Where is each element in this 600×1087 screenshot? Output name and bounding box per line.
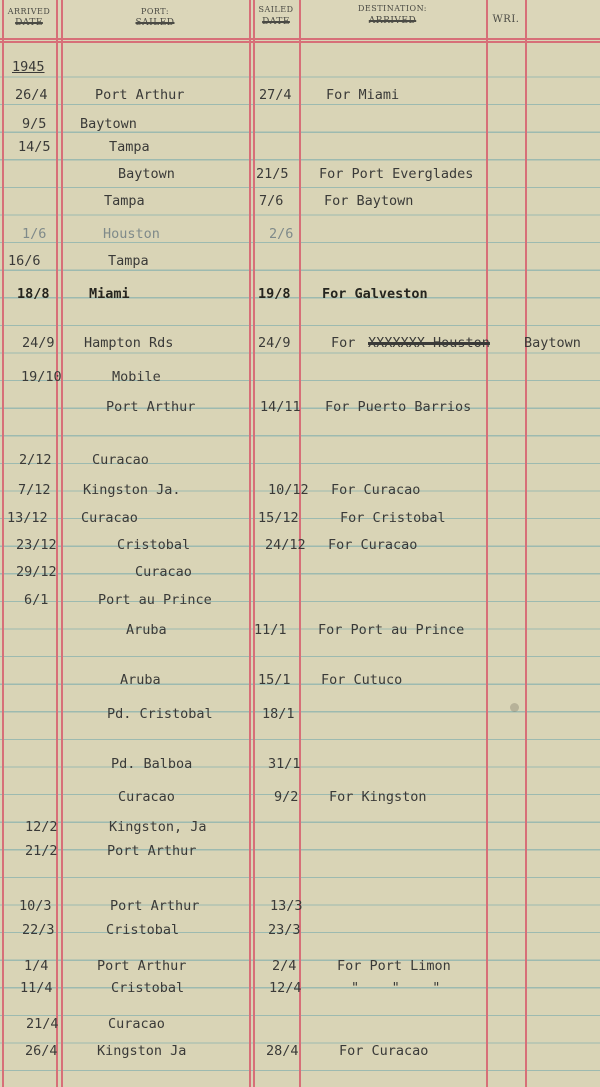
sailed-date: 23/3 (268, 922, 301, 938)
port-name: Port au Prince (98, 592, 212, 608)
port-name: Port Arthur (106, 399, 196, 415)
destination: For Curacao (339, 1043, 429, 1059)
sailed-date: 28/4 (266, 1043, 299, 1059)
arrived-date: 26/4 (15, 87, 48, 103)
table-row (0, 816, 600, 838)
table-row (0, 840, 600, 862)
arrived-date: 29/12 (16, 564, 57, 580)
sailed-date: 15/1 (258, 672, 291, 688)
sailed-date: 7/6 (259, 193, 284, 209)
sailed-date: 21/5 (256, 166, 289, 182)
destination: For Cutuco (321, 672, 403, 688)
sailed-date: 27/4 (259, 87, 292, 103)
destination: " " " (351, 980, 441, 996)
table-row (0, 507, 600, 529)
header-port-sublabel: SAILED (135, 18, 175, 28)
sailed-date: 24/12 (265, 537, 306, 553)
arrived-date: 26/4 (25, 1043, 58, 1059)
port-name: Cristobal (106, 922, 180, 938)
sailed-date: 2/4 (272, 958, 297, 974)
wri-note: Baytown (524, 335, 581, 351)
destination: For Puerto Barrios (325, 399, 472, 415)
table-row (0, 449, 600, 471)
year-label: 1945 (12, 59, 45, 75)
table-row (0, 136, 600, 158)
sailed-date: 9/2 (274, 789, 299, 805)
arrived-date: 24/9 (22, 335, 55, 351)
destination-struck-text: XXXXXXX Houston (368, 335, 490, 351)
destination: For (331, 335, 356, 351)
table-row (0, 561, 600, 583)
arrived-date: 23/12 (16, 537, 57, 553)
destination: For Port Limon (337, 958, 451, 974)
table-row (0, 955, 600, 977)
port-name: Pd. Cristobal (107, 706, 213, 722)
port-name: Mobile (112, 369, 161, 385)
arrived-date: 9/5 (22, 116, 47, 132)
sailed-date: 10/12 (268, 482, 309, 498)
destination: For Port au Prince (318, 622, 465, 638)
arrived-date: 12/2 (25, 819, 58, 835)
arrived-date: 14/5 (18, 139, 51, 155)
port-name: Kingston Ja. (83, 482, 181, 498)
port-name: Port Arthur (95, 87, 185, 103)
header-destination-sublabel: ARRIVED (368, 16, 417, 26)
port-name: Aruba (126, 622, 167, 638)
port-name: Baytown (80, 116, 137, 132)
sailed-date: 31/1 (268, 756, 301, 772)
arrived-date: 7/12 (18, 482, 51, 498)
table-row (0, 163, 600, 185)
table-row (0, 396, 600, 418)
port-name: Tampa (104, 193, 145, 209)
header-arrived-sublabel: DATE (15, 18, 43, 28)
table-row (0, 1013, 600, 1035)
port-name: Hampton Rds (84, 335, 174, 351)
destination: For Curacao (331, 482, 421, 498)
port-name: Kingston Ja (97, 1043, 187, 1059)
sailed-date: 12/4 (269, 980, 302, 996)
table-row (0, 786, 600, 808)
port-name: Curacao (108, 1016, 165, 1032)
table-row (0, 332, 600, 354)
arrived-date: 10/3 (19, 898, 52, 914)
port-name: Houston (103, 226, 160, 242)
arrived-date: 19/10 (21, 369, 62, 385)
sailed-date: 14/11 (260, 399, 301, 415)
table-row (0, 753, 600, 775)
arrived-date: 1/6 (22, 226, 47, 242)
table-row (0, 223, 600, 245)
table-row (0, 190, 600, 212)
header-port-label: PORT: (140, 7, 170, 16)
sailed-date: 19/8 (258, 286, 291, 302)
port-name: Aruba (120, 672, 161, 688)
port-name: Curacao (92, 452, 149, 468)
header-destination-label: DESTINATION: (357, 4, 428, 13)
sailed-date: 15/12 (258, 510, 299, 526)
sailed-date: 24/9 (258, 335, 291, 351)
port-name: Miami (89, 286, 130, 302)
table-row (0, 919, 600, 941)
header-wri-label: WRI. (492, 14, 520, 25)
sailed-date: 13/3 (270, 898, 303, 914)
table-row (0, 113, 600, 135)
table-row (0, 589, 600, 611)
destination: For Port Everglades (319, 166, 474, 182)
table-row (0, 669, 600, 691)
destination: For Miami (326, 87, 400, 103)
table-row (0, 977, 600, 999)
port-name: Port Arthur (110, 898, 200, 914)
arrived-date: 2/12 (19, 452, 52, 468)
port-name: Port Arthur (97, 958, 187, 974)
table-row (0, 895, 600, 917)
destination: For Galveston (322, 286, 428, 302)
table-row (0, 283, 600, 305)
arrived-date: 21/2 (25, 843, 58, 859)
arrived-date: 13/12 (7, 510, 48, 526)
header-arrived-label: ARRIVED (7, 7, 51, 16)
table-row (0, 1040, 600, 1062)
sailed-date: 18/1 (262, 706, 295, 722)
arrived-date: 18/8 (17, 286, 50, 302)
destination: For Cristobal (340, 510, 446, 526)
port-name: Tampa (108, 253, 149, 269)
table-row (0, 250, 600, 272)
destination: For Baytown (324, 193, 414, 209)
table-row (0, 366, 600, 388)
port-name: Cristobal (117, 537, 191, 553)
port-name: Pd. Balboa (111, 756, 193, 772)
port-name: Tampa (109, 139, 150, 155)
port-name: Port Arthur (107, 843, 197, 859)
port-name: Curacao (118, 789, 175, 805)
port-name: Cristobal (111, 980, 185, 996)
arrived-date: 16/6 (8, 253, 41, 269)
arrived-date: 1/4 (24, 958, 49, 974)
arrived-date: 11/4 (20, 980, 53, 996)
header-sailed-label: SAILED (258, 5, 294, 14)
port-name: Baytown (118, 166, 175, 182)
sailed-date: 2/6 (269, 226, 294, 242)
table-row (0, 479, 600, 501)
year-row (0, 56, 600, 78)
port-name: Curacao (81, 510, 138, 526)
port-name: Curacao (135, 564, 192, 580)
ink-smudge (510, 703, 519, 712)
table-row (0, 619, 600, 641)
sailed-date: 11/1 (254, 622, 287, 638)
arrived-date: 21/4 (26, 1016, 59, 1032)
header-sailed-sublabel: DATE (262, 17, 290, 27)
table-row (0, 534, 600, 556)
arrived-date: 22/3 (22, 922, 55, 938)
port-name: Kingston, Ja (109, 819, 207, 835)
destination: For Curacao (328, 537, 418, 553)
table-row (0, 84, 600, 106)
destination: For Kingston (329, 789, 427, 805)
arrived-date: 6/1 (24, 592, 49, 608)
